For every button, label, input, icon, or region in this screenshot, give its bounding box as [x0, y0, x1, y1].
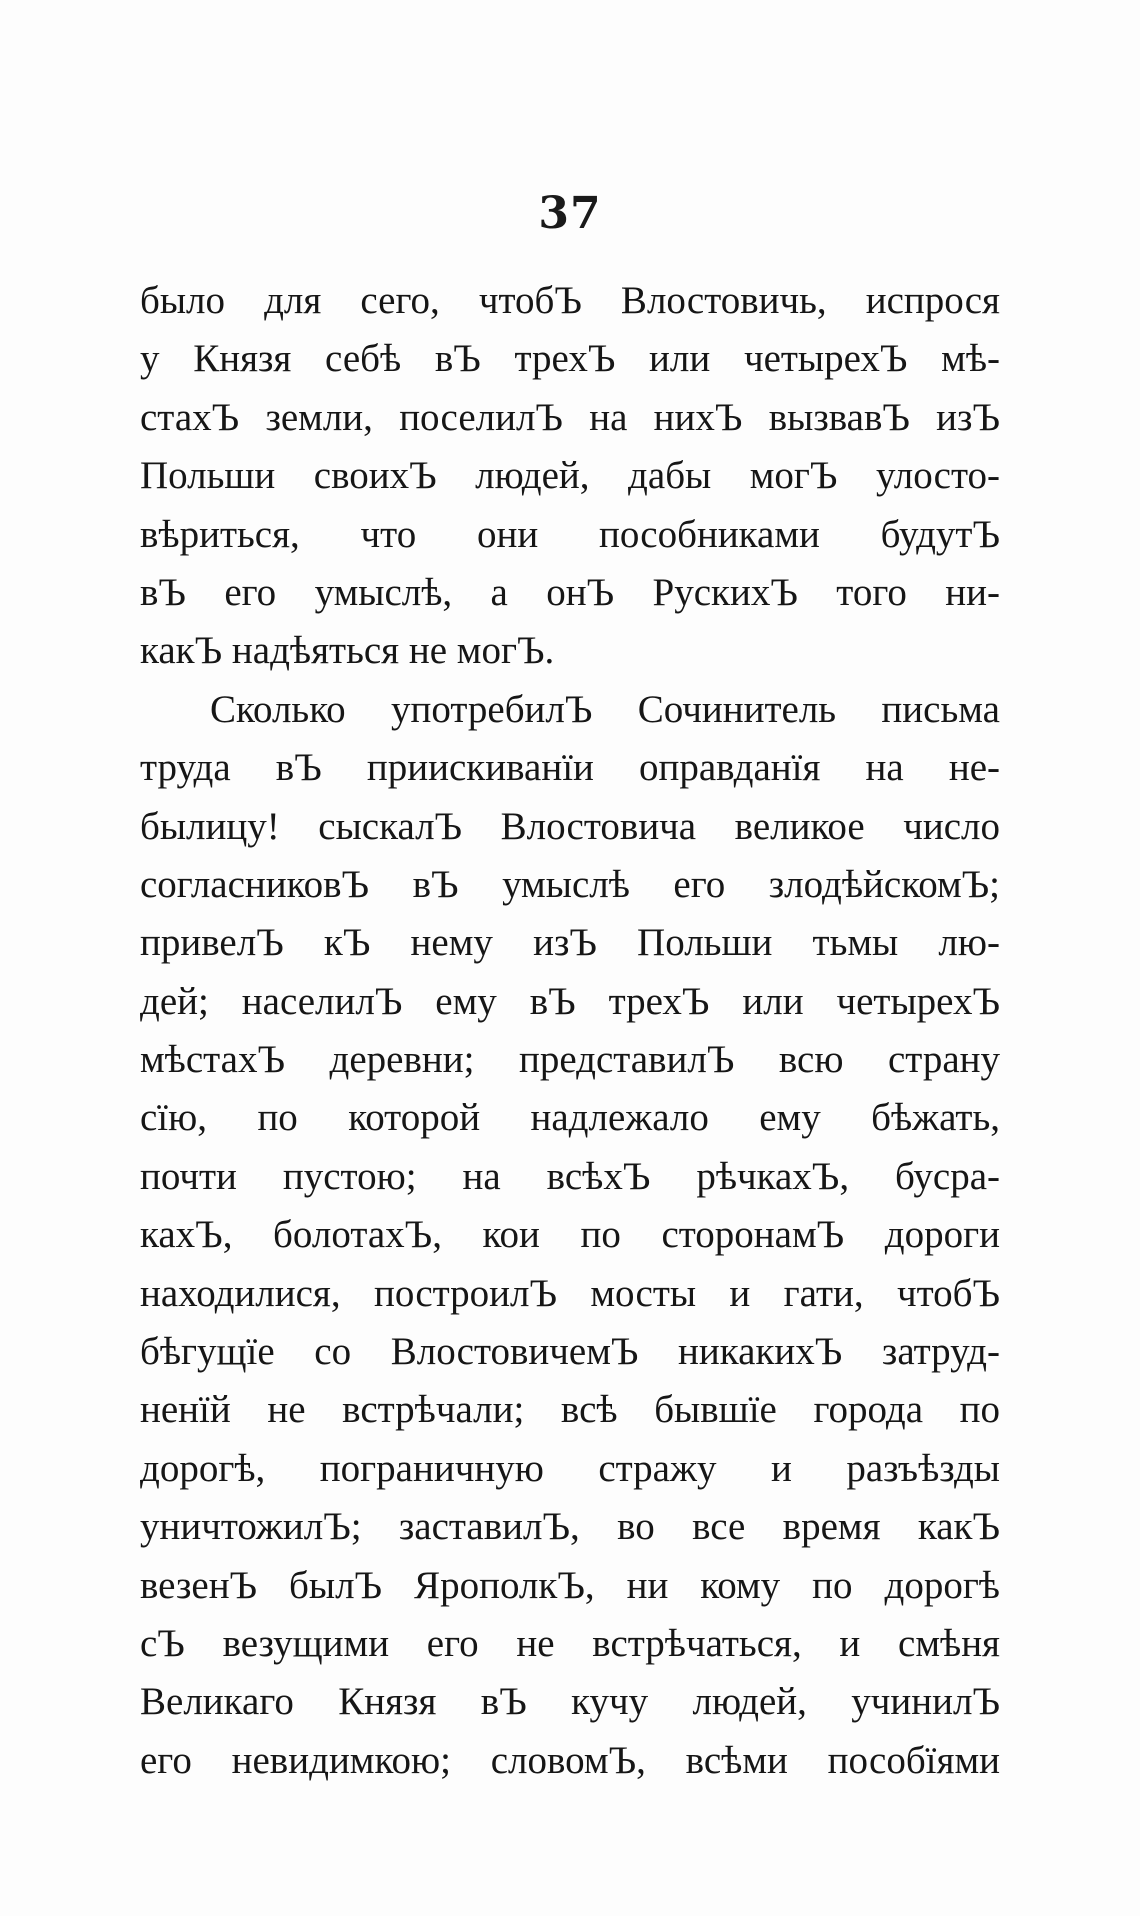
text-line: ненïй не встрѣчали; всѣ бывшïе города по: [140, 1388, 1000, 1432]
text-line: вЪ его умыслѣ, а онЪ РускихЪ того ни-: [140, 570, 1000, 614]
text-line: у Князя себѣ вЪ трехЪ или четырехЪ мѣ-: [140, 337, 1000, 381]
text-line: какЪ надѣяться не могЪ.: [140, 629, 555, 673]
text-line: находилися, построилЪ мосты и гати, чтобЪ: [140, 1271, 1000, 1315]
page-number: 37: [538, 188, 602, 239]
text-line: вѣриться, что они пособниками будутЪ: [140, 512, 1000, 556]
text-line: былицу! сыскалЪ Влостовича великое число: [140, 804, 1000, 848]
text-line: Великаго Князя вЪ кучу людей, учинилЪ: [140, 1680, 1000, 1724]
text-line: сïю, по которой надлежало ему бѣжать,: [140, 1096, 1000, 1140]
text-line: бѣгущïе со ВлостовичемЪ никакихЪ затруд-: [140, 1330, 1000, 1374]
text-line: уничтожилЪ; заставилЪ, во все время какЪ: [140, 1505, 1000, 1549]
text-line: почти пустою; на всѣхЪ рѣчкахЪ, бусра-: [140, 1154, 1000, 1198]
text-line: кахЪ, болотахЪ, кои по сторонамЪ дороги: [140, 1213, 1000, 1257]
text-line: сЪ везущими его не встрѣчаться, и смѣня: [140, 1621, 1000, 1665]
text-line: стахЪ земли, поселилЪ на нихЪ вызвавЪ изЪ: [140, 395, 1000, 439]
text-line: его невидимкою; словомЪ, всѣми пособïями: [140, 1738, 1000, 1782]
text-line: Сколько употребилЪ Сочинитель письма: [210, 687, 1000, 731]
text-line: труда вЪ приискиванïи оправданïя на не-: [140, 746, 1000, 790]
text-line: везенЪ былЪ ЯрополкЪ, ни кому по дорогѣ: [140, 1563, 1000, 1607]
text-line: мѣстахЪ деревни; представилЪ всю страну: [140, 1038, 1000, 1082]
paragraph: [140, 272, 1000, 681]
text-line: Польши своихЪ людей, дабы могЪ улосто-: [140, 454, 1000, 498]
text-line: дей; населилЪ ему вЪ трехЪ или четырехЪ: [140, 979, 1000, 1023]
paragraph: [140, 681, 1000, 1790]
text-line: было для сего, чтобЪ Влостовичь, испрося: [140, 279, 1000, 322]
text-line: согласниковЪ вЪ умыслѣ его злодѣйскомЪ;: [140, 862, 1000, 906]
text-line: дорогѣ, пограничную стражу и разъѣзды: [140, 1446, 1000, 1490]
body-text: [140, 272, 1000, 1790]
text-line: привелЪ кЪ нему изЪ Польши тьмы лю-: [140, 921, 1000, 965]
